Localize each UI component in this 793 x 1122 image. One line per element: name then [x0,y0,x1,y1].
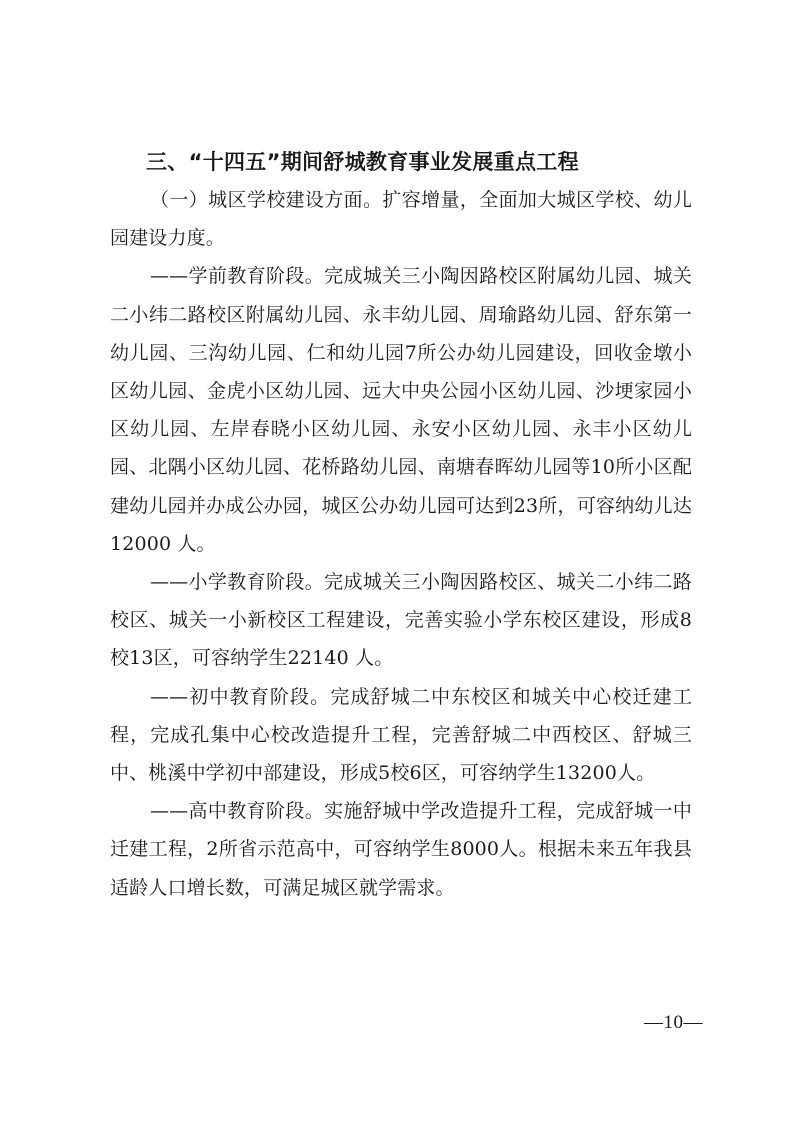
document-body [110,143,692,907]
paragraph-primary-stage: ——小学教育阶段。完成城关三小陶因路校区、城关二小纬二路校区、城关一小新校区工程建设，完善实验小学东校区建设，形成8校13区，可容纳学生22140 人。 [110,571,692,670]
paragraph-urban-school-construction: （一）城区学校建设方面。扩容增量，全面加大城区学校、幼儿园建设力度。 [110,189,692,250]
page-number: —10— [644,1012,703,1033]
paragraph-senior-high-stage: ——高中教育阶段。实施舒城中学改造提升工程，完成舒城一中迁建工程，2所省示范高中，可容纳学生8000人。根据未来五年我县适龄人口增长数，可满足城区就学需求。 [110,800,692,899]
section-heading: 三、“十四五”期间舒城教育事业发展重点工程 [146,150,579,174]
paragraph-junior-high-stage: ——初中教育阶段。完成舒城二中东校区和城关中心校迁建工程，完成孔集中心校改造提升工程，完善舒城二中西校区、舒城三中、桃溪中学初中部建设，形成5校6区，可容纳学生13200人。 [110,685,692,785]
paragraph-preschool-stage: ——学前教育阶段。完成城关三小陶因路校区附属幼儿园、城关二小纬二路校区附属幼儿园、永丰幼儿园、周瑜路幼儿园、舒东第一幼儿园、三沟幼儿园、仁和幼儿园7所公办幼儿园建设，回收金墩小区幼儿园、金虎小区幼儿园、远大中央公园小区幼儿园、沙埂家园小区幼儿园、左岸春晓小区幼儿园、永安小区幼儿园、永丰小区幼儿园、北隅小区幼儿园、花桥路幼儿园、南塘春晖幼儿园等10所小区配建幼儿园并办成公办园，城区公办幼儿园可达到23所，可容纳幼儿达12000 人。 [110,265,692,555]
